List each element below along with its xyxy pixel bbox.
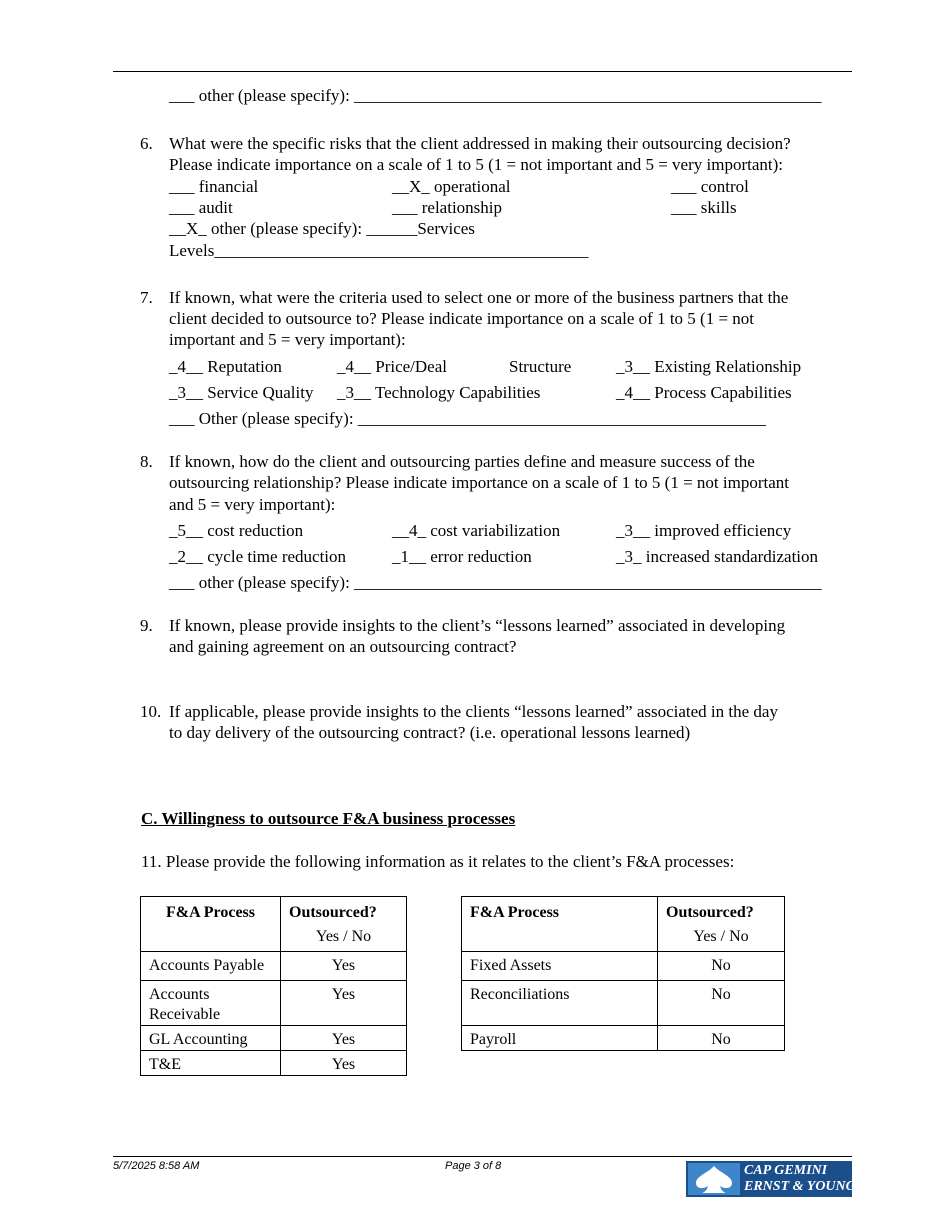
fa-table-left [140,896,407,1076]
q10-number: 10. [140,702,162,721]
fa-table-right [461,896,785,1051]
q6-option-other: __X_ other (please specify): ______Services [169,219,475,238]
company-logo [686,1161,856,1197]
table-cell-value: Yes [281,981,407,1026]
table-cell-process: Reconciliations [462,981,658,1026]
table-cell-value: Yes [281,1026,407,1051]
table-row [462,952,785,981]
q8-text-line3: and 5 = very important): [169,495,336,514]
q9-text-line1: If known, please provide insights to the client’s “lessons learned” associated in developing [169,616,786,635]
table-cell-value: No [658,981,785,1026]
q10-text-line2: to day delivery of the outsourcing contract? (i.e. operational lessons learned) [169,723,691,742]
q7-option-existing: _3__ Existing Relationship [616,357,802,376]
table-cell-value: Yes [281,952,407,981]
q7-option-service: _3__ Service Quality [169,383,314,402]
q9-number: 9. [140,616,153,635]
q8-number: 8. [140,452,153,471]
footer-timestamp: 5/7/2025 8:58 AM [113,1160,200,1172]
logo-line1: CAP GEMINI [744,1163,828,1178]
footer-page-number: Page 3 of 8 [445,1160,502,1172]
q8-option-standardization: _3_ increased standardization [616,547,819,566]
q6-option-control: ___ control [671,177,749,196]
table-header-outsourced [658,897,785,952]
q6-option-audit: ___ audit [169,198,233,217]
section-c-heading: C. Willingness to outsource F&A business processes [141,809,516,828]
spade-logo-icon [688,1163,740,1195]
logo-line2: ERNST & YOUNG [744,1179,856,1194]
table-header-outsourced-label: Outsourced? [666,904,754,921]
q8-option-cycle: _2__ cycle time reduction [169,547,347,566]
q5-other-line: ___ other (please specify): _______________________________________________________ [169,86,822,105]
q6-text-line2: Please indicate importance on a scale of 1 to 5 (1 = not important and 5 = very important): [169,155,784,174]
q7-option-process: _4__ Process Capabilities [616,383,792,402]
q7-text-line1: If known, what were the criteria used to select one or more of the business partners that the [169,288,789,307]
q8-text-line2: outsourcing relationship? Please indicate importance on a scale of 1 to 5 (1 = not important [169,473,790,492]
table-row [141,1026,407,1051]
q6-option-operational: __X_ operational [392,177,511,196]
table-cell-process: Payroll [462,1026,658,1051]
q6-text-line1: What were the specific risks that the client addressed in making their outsourcing decision? [169,134,791,153]
q7-option-structure: Structure [509,357,572,376]
table-row [141,1051,407,1076]
q7-option-price: _4__ Price/Deal [337,357,447,376]
q8-option-variabilization: __4_ cost variabilization [392,521,561,540]
table-cell-process: Accounts Receivable [141,981,281,1026]
table-row [462,981,785,1026]
footer-rule [113,1156,852,1157]
q7-text-line2: client decided to outsource to? Please indicate importance on a scale of 1 to 5 (1 = not [169,309,755,328]
q8-option-cost: _5__ cost reduction [169,521,304,540]
table-header-process: F&A Process [462,897,658,952]
table-row [141,981,407,1026]
q6-option-financial: ___ financial [169,177,259,196]
table-header-row [462,897,785,952]
table-cell-process: Fixed Assets [462,952,658,981]
q10-text-line1: If applicable, please provide insights to the clients “lessons learned” associated in the day [169,702,778,721]
table-cell-value: Yes [281,1051,407,1076]
q9-text-line2: and gaining agreement on an outsourcing contract? [169,637,517,656]
q8-text-line1: If known, how do the client and outsourcing parties define and measure success of the [169,452,755,471]
table-cell-process: T&E [141,1051,281,1076]
q11-text: 11. Please provide the following information as it relates to the client’s F&A processes: [141,852,735,871]
table-header-outsourced [281,897,407,952]
table-cell-value: No [658,1026,785,1051]
table-row [141,952,407,981]
q8-option-efficiency: _3__ improved efficiency [616,521,792,540]
q7-option-other: ___ Other (please specify): ________________________________________________ [169,409,766,428]
table-header-yes-no: Yes / No [315,928,372,945]
table-cell-value: No [658,952,785,981]
top-rule [113,71,852,72]
table-header-process: F&A Process [141,897,281,952]
table-cell-process: Accounts Payable [141,952,281,981]
q7-option-technology: _3__ Technology Capabilities [337,383,541,402]
table-header-yes-no: Yes / No [693,928,749,945]
table-cell-process: GL Accounting [141,1026,281,1051]
q7-text-line3: important and 5 = very important): [169,330,406,349]
q6-option-relationship: ___ relationship [392,198,503,217]
q8-option-other: ___ other (please specify): _______________________________________________________ [169,573,822,592]
table-row [462,1026,785,1051]
q8-option-error: _1__ error reduction [392,547,532,566]
q6-number: 6. [140,134,153,153]
table-header-row [141,897,407,952]
q7-number: 7. [140,288,153,307]
q6-option-other-cont: Levels____________________________________________ [169,241,589,260]
table-header-outsourced-label: Outsourced? [289,904,377,921]
q7-option-reputation: _4__ Reputation [169,357,282,376]
q6-option-skills: ___ skills [671,198,737,217]
